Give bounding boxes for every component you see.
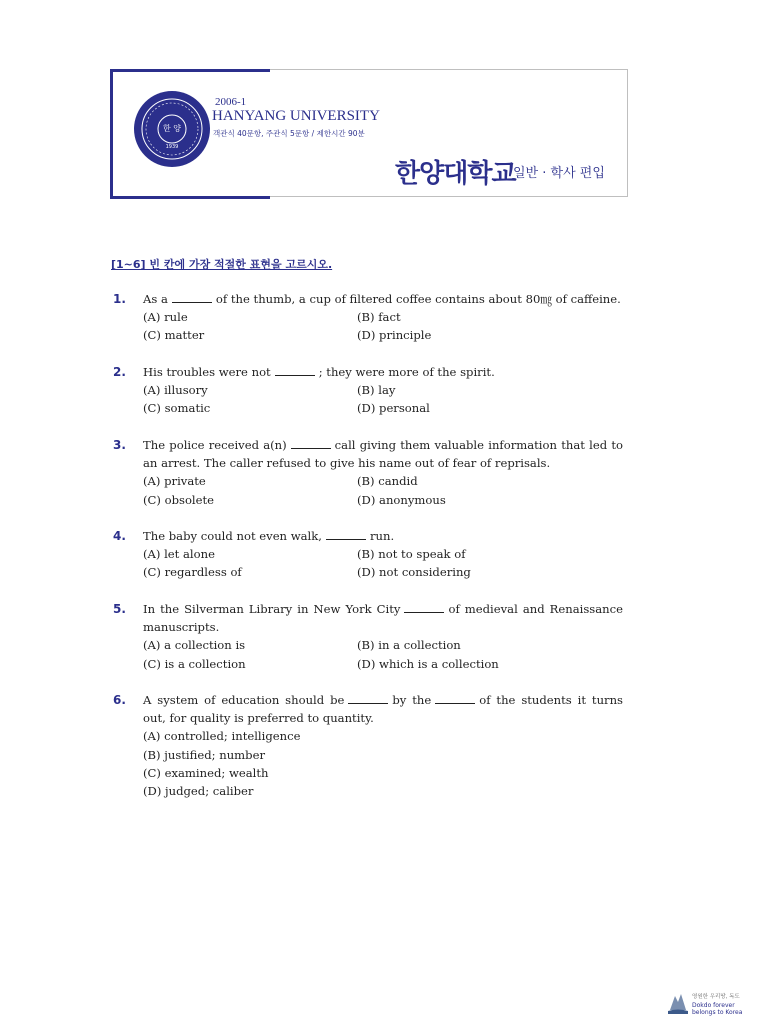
question-4	[113, 527, 623, 582]
university-name: HANYANG UNIVERSITY	[212, 108, 380, 124]
question-5	[113, 600, 623, 673]
option-b[interactable]: (B) candid	[357, 474, 418, 489]
question-text: The police received a(n) call giving them valuable information that led to an arrest. The caller refused to give his name out of fear of reprisals.	[143, 438, 623, 471]
option-b[interactable]: (B) justified; number	[143, 747, 265, 762]
section-instruction: [1~6] 빈 칸에 가장 적절한 표현을 고르시오.	[111, 258, 333, 271]
option-a[interactable]: (A) illusory	[143, 383, 208, 398]
option-b[interactable]: (B) fact	[357, 310, 401, 325]
option-d[interactable]: (D) which is a collection	[357, 656, 499, 671]
option-d[interactable]: (D) principle	[357, 328, 432, 343]
answer-blank	[435, 694, 475, 704]
dokdo-island-icon	[668, 990, 688, 1014]
option-c[interactable]: (C) matter	[143, 328, 205, 343]
seal-year: 1939	[165, 144, 179, 150]
question-number: 5.	[113, 602, 126, 616]
option-c[interactable]: (C) obsolete	[143, 492, 215, 507]
question-number: 2.	[113, 365, 126, 379]
question-3	[113, 436, 623, 509]
footer-english-text: Dokdo forever belongs to Korea	[692, 1002, 743, 1016]
university-name-korean: 한양대학교	[395, 159, 516, 189]
option-a[interactable]: (A) rule	[143, 310, 188, 325]
answer-blank	[404, 603, 444, 613]
option-d[interactable]: (D) judged; caliber	[143, 783, 254, 798]
question-number: 1.	[113, 292, 126, 306]
question-1	[113, 290, 623, 345]
answer-blank	[326, 530, 366, 540]
exam-info: 객관식 40문항, 주관식 5문항 / 제한시간 90분	[213, 129, 365, 138]
question-number: 3.	[113, 438, 126, 452]
header-accent-left	[110, 69, 113, 199]
question-text: His troubles were not ; they were more of the spirit.	[143, 365, 495, 379]
option-c[interactable]: (C) is a collection	[143, 656, 246, 671]
option-b[interactable]: (B) in a collection	[357, 638, 461, 653]
option-a[interactable]: (A) controlled; intelligence	[143, 729, 301, 744]
option-c[interactable]: (C) regardless of	[143, 565, 242, 580]
seal-text: 한 양	[163, 124, 181, 133]
answer-blank	[291, 439, 331, 449]
option-c[interactable]: (C) examined; wealth	[143, 765, 269, 780]
answer-blank	[172, 293, 212, 303]
exam-type: 일반 · 학사 편입	[513, 166, 605, 181]
option-a[interactable]: (A) let alone	[143, 547, 215, 562]
question-text: The baby could not even walk, run.	[143, 529, 395, 543]
header-accent-bottom	[110, 196, 270, 199]
question-number: 4.	[113, 529, 126, 543]
option-a[interactable]: (A) private	[143, 474, 206, 489]
question-text: As a of the thumb, a cup of filtered coffee contains about 80㎎ of caffeine.	[143, 292, 621, 306]
option-d[interactable]: (D) not considering	[357, 565, 471, 580]
option-d[interactable]: (D) anonymous	[357, 492, 446, 507]
question-6	[113, 691, 623, 800]
option-b[interactable]: (B) not to speak of	[357, 547, 466, 562]
option-b[interactable]: (B) lay	[357, 383, 396, 398]
question-2	[113, 363, 623, 418]
question-text: A system of education should be by the of the students it turns out, for quality is preferred to quantity.	[143, 693, 624, 726]
option-d[interactable]: (D) personal	[357, 401, 430, 416]
university-seal-logo	[133, 90, 211, 168]
answer-blank	[275, 366, 315, 376]
question-number: 6.	[113, 693, 126, 707]
option-c[interactable]: (C) somatic	[143, 401, 211, 416]
answer-blank	[348, 694, 388, 704]
exam-year: 2006-1	[215, 96, 247, 108]
header-accent-top	[110, 69, 270, 72]
footer-korean-text: 영원한 우리땅, 독도	[692, 994, 740, 1000]
question-text: In the Silverman Library in New York City of medieval and Renaissance manuscripts.	[143, 602, 623, 635]
option-a[interactable]: (A) a collection is	[143, 638, 246, 653]
